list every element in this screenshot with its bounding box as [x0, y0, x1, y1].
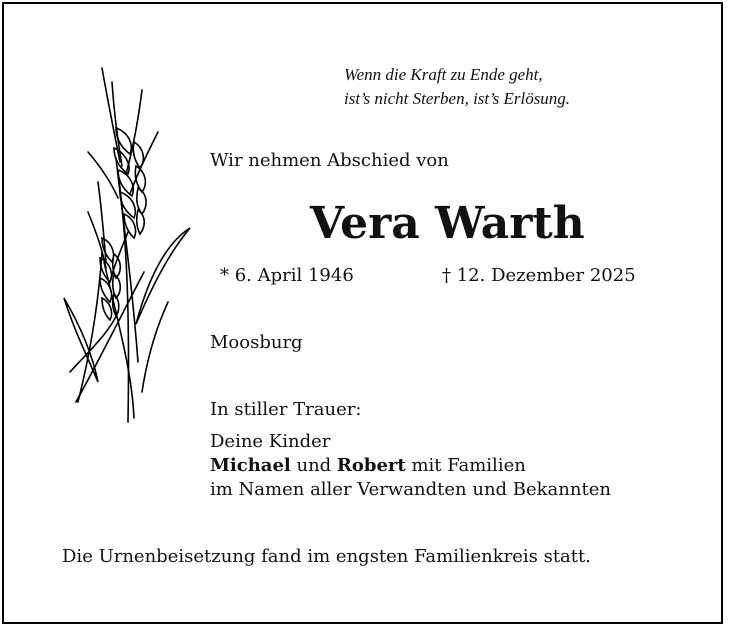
child-name: Robert — [336, 455, 406, 476]
family-block — [210, 430, 611, 502]
birth-date: * 6. April 1946 — [220, 265, 354, 286]
wheat-ears-icon — [58, 62, 198, 428]
deceased-name: Vera Warth — [310, 198, 585, 249]
closing-text: Die Urnenbeisetzung fand im engsten Familienkreis statt. — [62, 546, 591, 567]
death-date: † 12. Dezember 2025 — [442, 265, 636, 286]
family-suffix: mit Familien — [405, 455, 526, 476]
intro-text: Wir nehmen Abschied von — [210, 150, 449, 171]
family-line: im Namen aller Verwandten und Bekannten — [210, 479, 611, 500]
place: Moosburg — [210, 332, 303, 353]
family-line — [210, 454, 611, 478]
mourning-heading: In stiller Trauer: — [210, 399, 362, 420]
family-line: Deine Kinder — [210, 431, 331, 452]
verse-line: ist’s nicht Sterben, ist’s Erlösung. — [344, 89, 571, 108]
obituary-card — [2, 2, 723, 624]
verse-line: Wenn die Kraft zu Ende geht, — [344, 65, 543, 84]
verse — [344, 63, 570, 111]
child-name: Michael — [210, 455, 291, 476]
connector-text: und — [290, 455, 337, 476]
